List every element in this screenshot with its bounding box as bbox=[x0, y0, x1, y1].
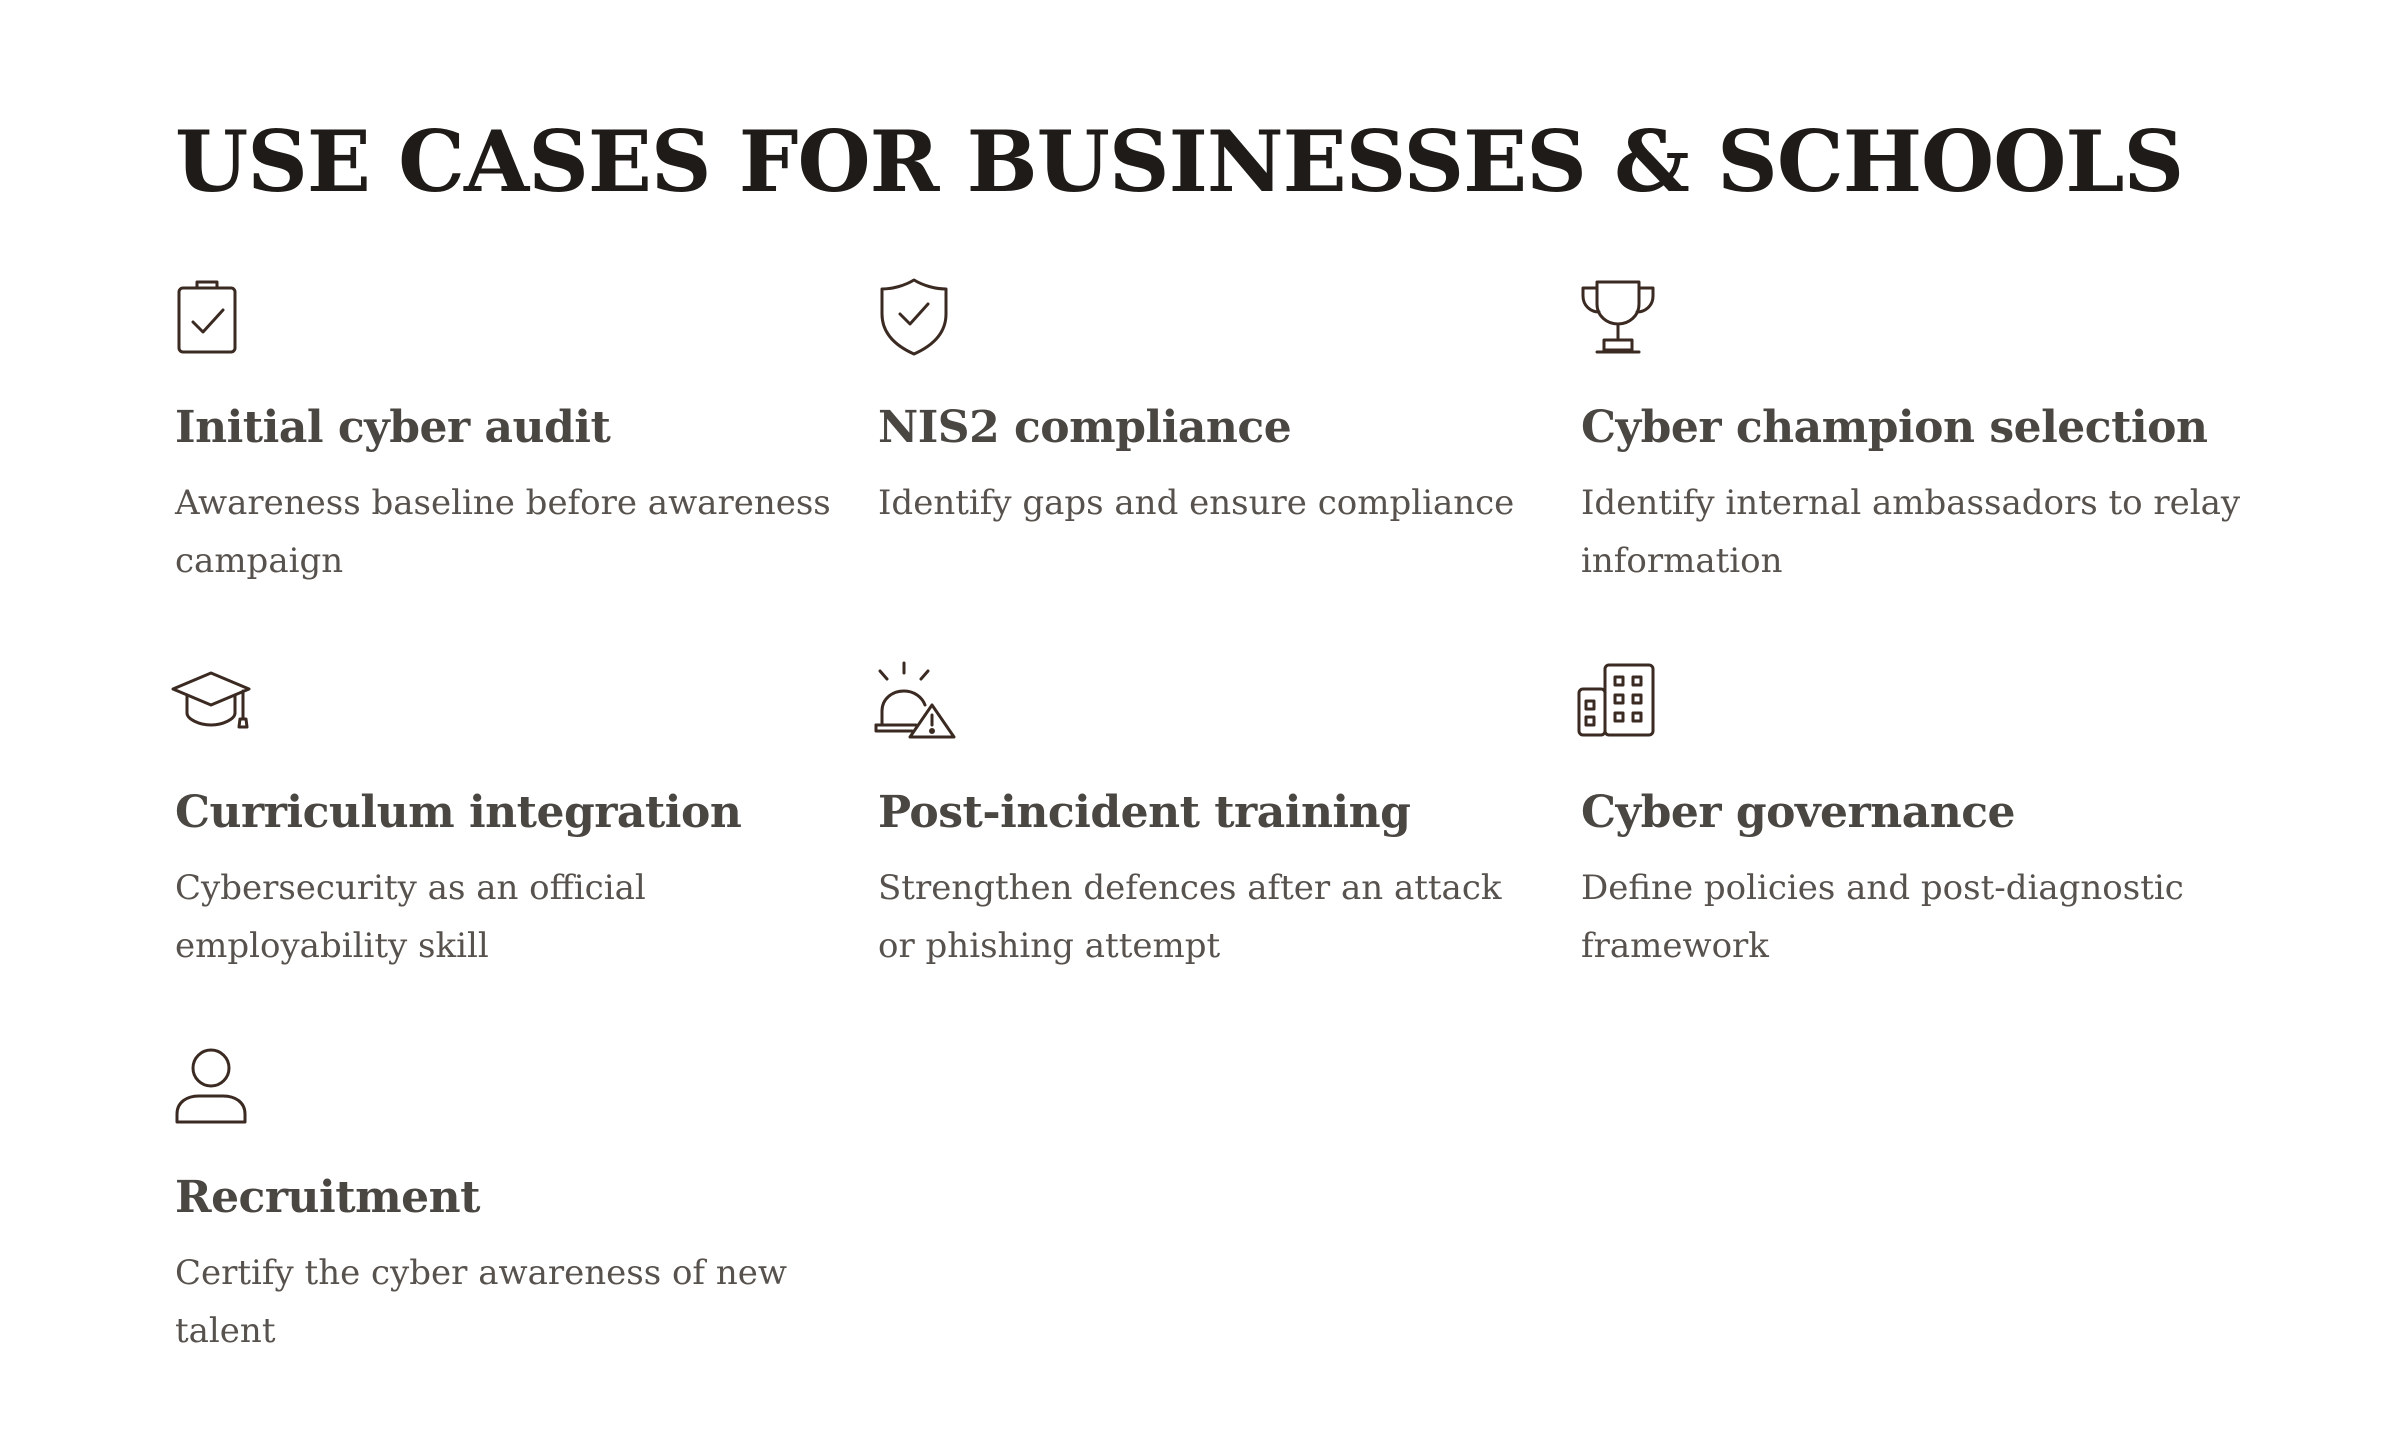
card-description: Awareness baseline before awareness campaign bbox=[175, 483, 831, 581]
use-case-card-curriculum-integration bbox=[175, 661, 835, 1046]
card-title: Cyber champion selection bbox=[1581, 402, 2208, 453]
card-description: Strengthen defences after an attack or phishing attempt bbox=[878, 868, 1502, 966]
building-icon bbox=[1577, 661, 1657, 741]
use-cases-grid bbox=[175, 276, 2275, 1431]
card-description: Identify gaps and ensure compliance bbox=[878, 483, 1515, 523]
card-title: Post-incident training bbox=[878, 787, 1411, 838]
clipboard-check-icon bbox=[171, 276, 251, 356]
card-title: NIS2 compliance bbox=[878, 402, 1292, 453]
card-title: Cyber governance bbox=[1581, 787, 2015, 838]
card-description: Define policies and post-diagnostic framework bbox=[1581, 868, 2184, 966]
use-case-card-nis2-compliance bbox=[878, 276, 1538, 661]
graduation-cap-icon bbox=[171, 661, 251, 741]
card-description: Identify internal ambassadors to relay information bbox=[1581, 483, 2241, 581]
user-icon bbox=[171, 1046, 251, 1126]
use-case-card-cyber-champion-selection bbox=[1581, 276, 2241, 661]
siren-alert-icon bbox=[874, 661, 954, 741]
card-title: Curriculum integration bbox=[175, 787, 742, 838]
use-case-card-post-incident-training bbox=[878, 661, 1538, 1046]
use-case-card-initial-cyber-audit bbox=[175, 276, 835, 661]
shield-check-icon bbox=[874, 276, 954, 356]
card-description: Cybersecurity as an official employability skill bbox=[175, 868, 646, 966]
card-title: Initial cyber audit bbox=[175, 402, 611, 453]
card-title: Recruitment bbox=[175, 1172, 480, 1223]
section-title: USE CASES FOR BUSINESSES & SCHOOLS bbox=[175, 112, 2184, 211]
use-case-card-cyber-governance bbox=[1581, 661, 2241, 1046]
trophy-icon bbox=[1577, 276, 1657, 356]
use-case-card-recruitment bbox=[175, 1046, 835, 1431]
card-description: Certify the cyber awareness of new talent bbox=[175, 1253, 787, 1351]
